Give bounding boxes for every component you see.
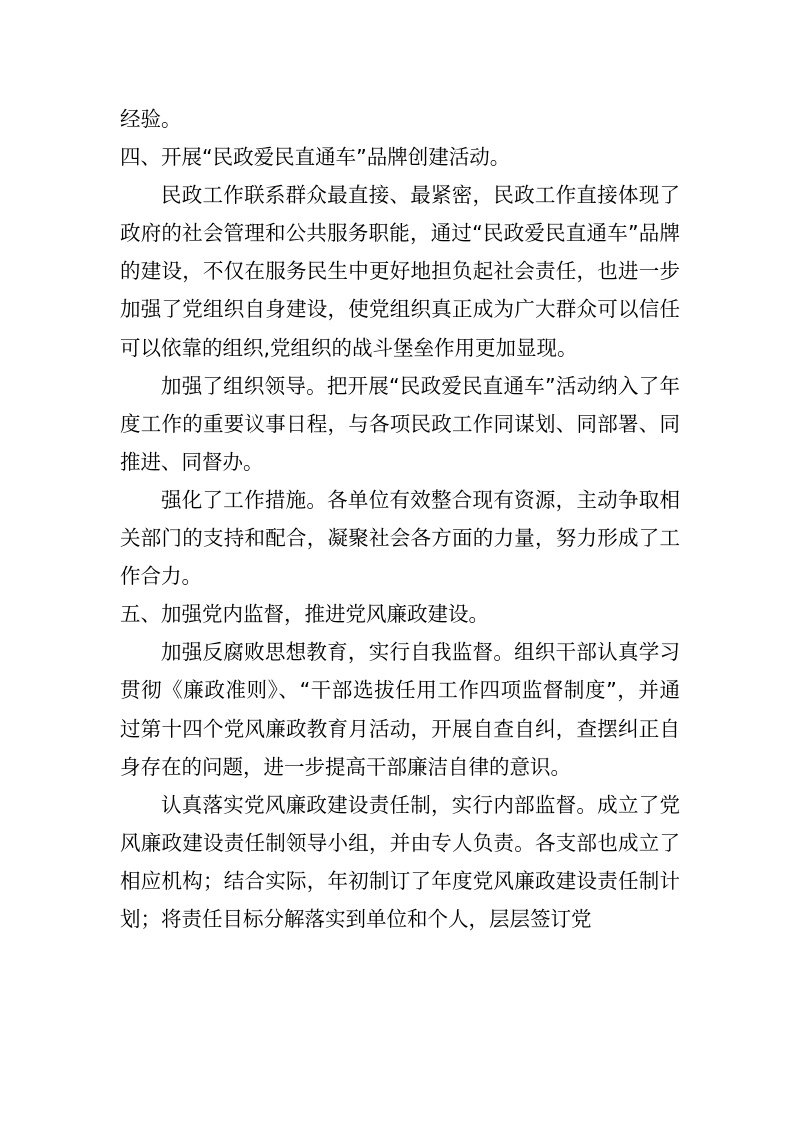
paragraph-body: 强化了工作措施。各单位有效整合现有资源，主动争取相关部门的支持和配合，凝聚社会各方面的力量，努力形成了工作合力。 [120, 487, 680, 589]
paragraph-body: 加强了组织领导。把开展“民政爱民直通车”活动纳入了年度工作的重要议事日程，与各项民政工作同谋划、同部署、同推进、同督办。 [120, 373, 680, 474]
document-body [120, 100, 680, 938]
paragraph-continuation: 经验。 [120, 107, 182, 131]
section-heading-4: 四、开展“民政爱民直通车”品牌创建活动。 [120, 145, 511, 170]
paragraph-body: 加强反腐败思想教育，实行自我监督。组织干部认真学习贯彻《廉政准则》、“干部选拔任用工作四项监督制度”，并通过第十四个党风廉政教育月活动，开展自查自纠，查摆纠正自身存在的问题，进一步提高干部廉洁自律的意识。 [120, 640, 680, 779]
paragraph-body: 认真落实党风廉政建设责任制，实行内部监督。成立了党风廉政建设责任制领导小组，并由专人负责。各支部也成立了相应机构；结合实际，年初制订了年度党风廉政建设责任制计划；将责任目标分解落实到单位和个人，层层签订党 [120, 792, 680, 931]
section-heading-5: 五、加强党内监督，推进党风廉政建设。 [120, 602, 489, 627]
paragraph-body: 民政工作联系群众最直接、最紧密，民政工作直接体现了政府的社会管理和公共服务职能，通过“民政爱民直通车”品牌的建设，不仅在服务民生中更好地担负起社会责任，也进一步加强了党组织自身建设，使党组织真正成为广大群众可以信任可以依靠的组织,党组织的战斗堡垒作用更加显现。 [120, 183, 680, 360]
